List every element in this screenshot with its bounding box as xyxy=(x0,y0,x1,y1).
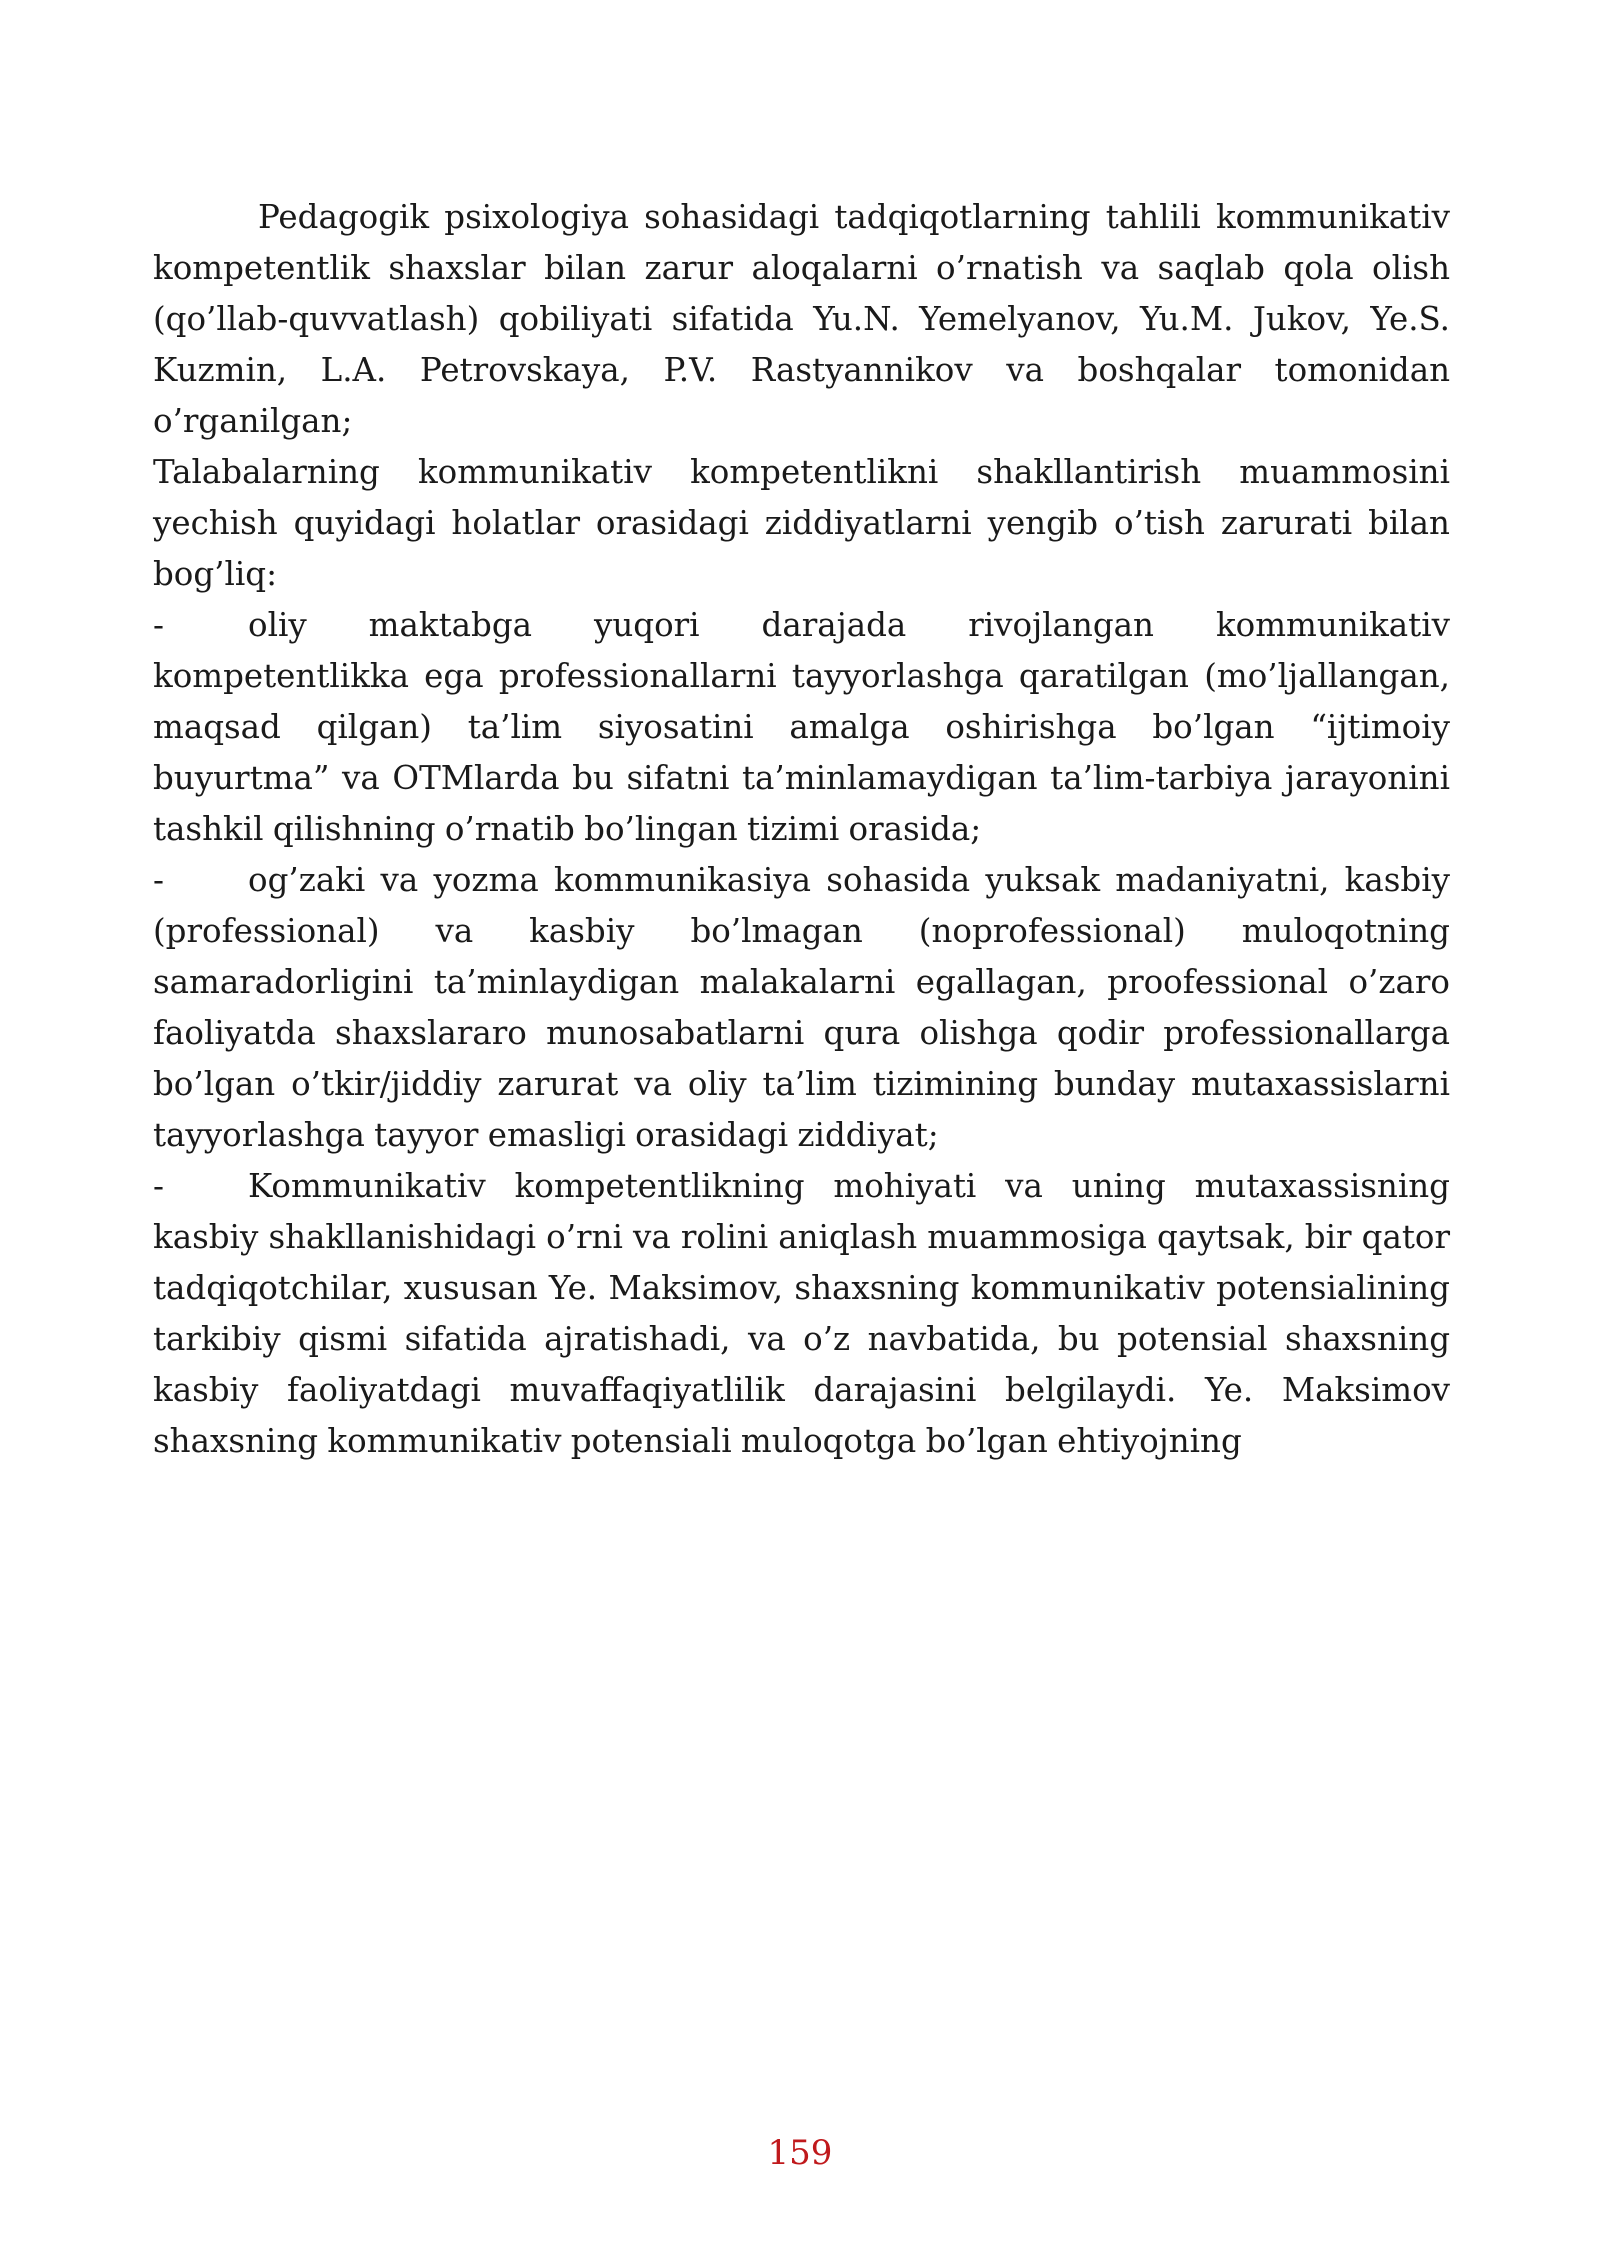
paragraph: Talabalarning kommunikativ kompetentlikni shakllantirish muammosini yechish quyidagi holatlar orasidagi ziddiyatlarni yengib o’tish zarurati bilan bog’liq: xyxy=(153,453,1450,593)
bullet-text: og’zaki va yozma kommunikasiya sohasida yuksak madaniyatni, kasbiy (professional) va kasbiy bo’lmagan (noprofessional) muloqotning samaradorligini ta’minlaydigan malakalarni egallagan, proofessional o’zaro faoliyatda shaxslararo munosabatlarni qura olishga qodir professionallarga bo’lgan o’tkir/jiddiy zarurat va oliy ta’lim tizimining bunday mutaxassislarni tayyorlashga tayyor emasligi orasidagi ziddiyat; xyxy=(153,861,1450,1154)
bullet-item xyxy=(153,600,1450,855)
bullet-item xyxy=(153,855,1450,1161)
bullet-item xyxy=(153,1161,1450,1467)
bullet-dash: - xyxy=(153,606,164,644)
bullet-dash: - xyxy=(153,1167,164,1205)
bullet-text: Kommunikativ kompetentlikning mohiyati va uning mutaxassisning kasbiy shakllanishidagi o’rni va rolini aniqlash muammosiga qaytsak, bir qator tadqiqotchilar, xususan Ye. Maksimov, shaxsning kommunikativ potensialining tarkibiy qismi sifatida ajratishadi, va o’z navbatida, bu potensial shaxsning kasbiy faoliyatdagi muvaffaqiyatlilik darajasini belgilaydi. Ye. Maksimov shaxsning kommunikativ potensiali muloqotga bo’lgan ehtiyojning xyxy=(153,1167,1450,1460)
bullet-text: oliy maktabga yuqori darajada rivojlangan kommunikativ kompetentlikka ega professionallarni tayyorlashga qaratilgan (mo’ljallangan, maqsad qilgan) ta’lim siyosatini amalga oshirishga bo’lgan “ijtimoiy buyurtma” va OTMlarda bu sifatni ta’minlamaydigan ta’lim-tarbiya jarayonini tashkil qilishning o’rnatib bo’lingan tizimi orasida; xyxy=(153,606,1450,848)
body-text xyxy=(153,192,1450,1467)
bullet-dash: - xyxy=(153,861,164,899)
intro-paragraph: Pedagogik psixologiya sohasidagi tadqiqotlarning tahlili kommunikativ kompetentlik shaxslar bilan zarur aloqalarni o’rnatish va saqlab qola olish (qo’llab-quvvatlash) qobiliyati sifatida Yu.N. Yemelyanov, Yu.M. Jukov, Ye.S. Kuzmin, L.A. Petrovskaya, P.V. Rastyannikov va boshqalar tomonidan o’rganilgan; xyxy=(153,198,1450,440)
page-number: 159 xyxy=(767,2133,833,2173)
